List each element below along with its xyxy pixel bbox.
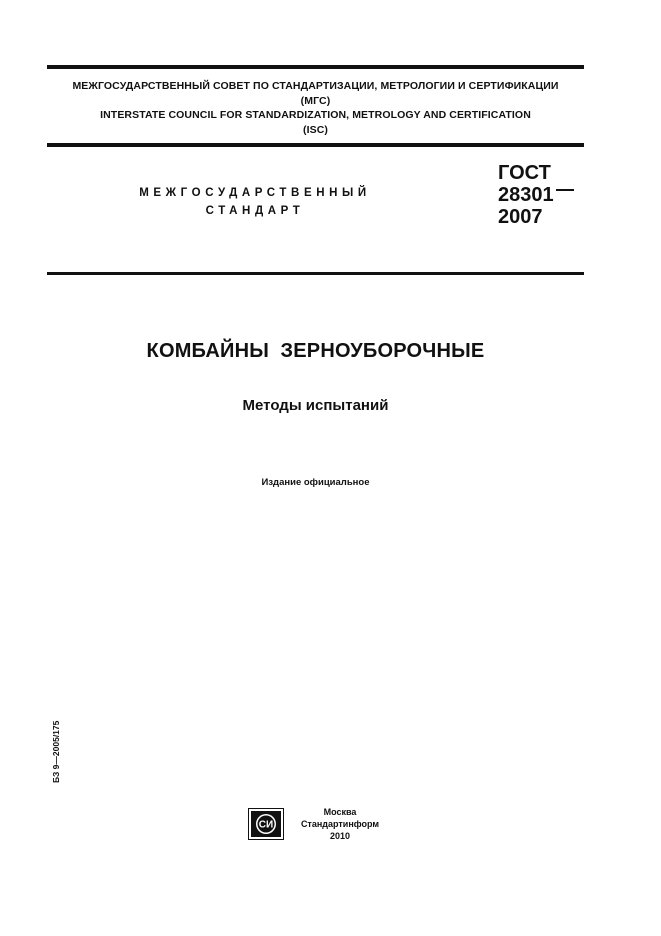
gost-year: 2007 [498,206,543,228]
council-name-en: INTERSTATE COUNCIL FOR STANDARDIZATION, METROLOGY AND CERTIFICATION [100,109,531,121]
council-abbr-en: (ISC) [303,123,328,136]
logo-text: СИ [258,819,274,831]
standartinform-logo [248,808,284,840]
gost-number-line [498,184,574,206]
gost-number: 28301 [498,184,554,206]
council-name-ru: МЕЖГОСУДАРСТВЕННЫЙ СОВЕТ ПО СТАНДАРТИЗАЦИИ, МЕТРОЛОГИИ И СЕРТИФИКАЦИИ [72,80,559,92]
gost-dash [556,189,574,191]
gost-label: ГОСТ [498,162,551,184]
side-code: БЗ 9—2005/175 [51,720,61,783]
top-rule [47,65,584,69]
publisher-year: 2010 [329,831,351,841]
document-title: КОМБАЙНЫ ЗЕРНОУБОРОЧНЫЕ [146,340,485,362]
council-header [47,79,584,137]
gost-designation [498,162,574,228]
standard-kind-line1: МЕЖГОСУДАРСТВЕННЫЙ [139,187,371,199]
standard-kind-line2: СТАНДАРТ [205,205,305,217]
edition-note: Издание официальное [261,477,370,488]
lower-rule [47,272,584,275]
publisher-city: Москва [323,807,357,817]
council-abbr-ru: (МГС) [300,94,331,107]
standard-kind [120,184,390,220]
middle-rule [47,143,584,147]
publisher-block [290,806,390,842]
publisher-name: Стандартинформ [300,819,380,829]
document-subtitle: Методы испытаний [242,397,389,414]
